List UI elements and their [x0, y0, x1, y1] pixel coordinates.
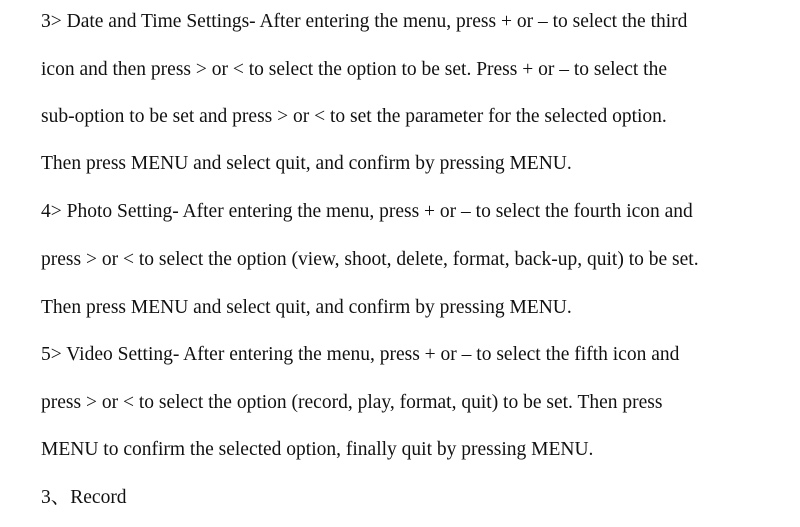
- photo-setting-line-3: Then press MENU and select quit, and confirm by pressing MENU.: [41, 297, 572, 318]
- date-time-settings-line-2: icon and then press > or < to select the option to be set. Press + or – to select the: [41, 59, 667, 80]
- photo-setting-line-1: 4> Photo Setting- After entering the menu, press + or – to select the fourth icon and: [41, 201, 693, 222]
- record-section-heading: 3、Record: [41, 487, 127, 508]
- date-time-settings-line-3: sub-option to be set and press > or < to set the parameter for the selected option.: [41, 106, 667, 127]
- video-setting-line-1: 5> Video Setting- After entering the menu, press + or – to select the fifth icon and: [41, 344, 680, 365]
- video-setting-line-3: MENU to confirm the selected option, finally quit by pressing MENU.: [41, 439, 594, 460]
- date-time-settings-line-1: 3> Date and Time Settings- After entering the menu, press + or – to select the third: [41, 11, 688, 32]
- video-setting-line-2: press > or < to select the option (record, play, format, quit) to be set. Then press: [41, 392, 663, 413]
- photo-setting-line-2: press > or < to select the option (view, shoot, delete, format, back-up, quit) to be set.: [41, 249, 699, 270]
- date-time-settings-line-4: Then press MENU and select quit, and confirm by pressing MENU.: [41, 153, 572, 174]
